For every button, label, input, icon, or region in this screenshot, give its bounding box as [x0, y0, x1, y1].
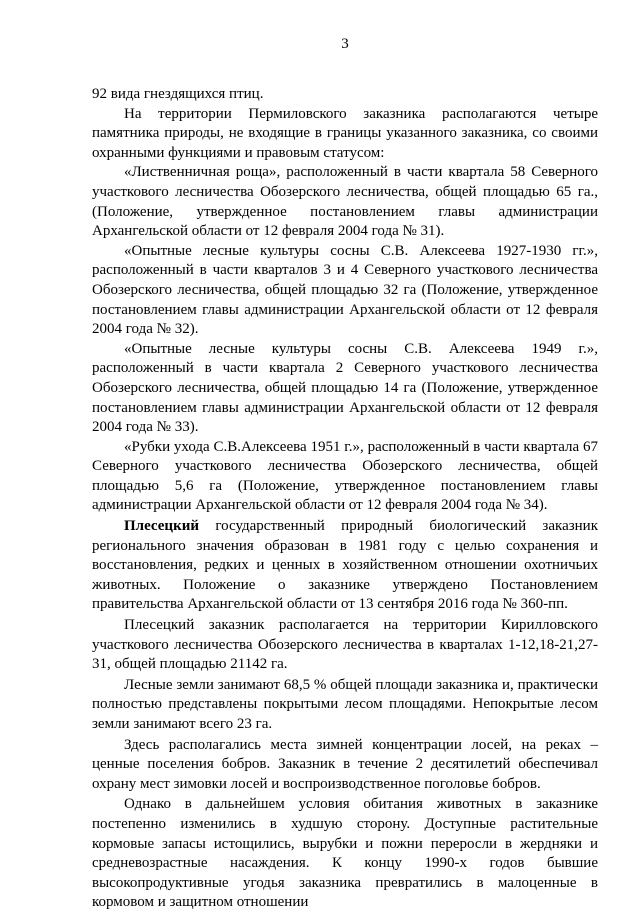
paragraph-pine-cultures-1949: «Опытные лесные культуры сосны С.В. Алексеева 1949 г.», расположенный в части квартала 2 Северного участкового лесничества Обозерского лесничества, общей площадью 14 га (Положение, утвержденное постановлением главы администрации Архангельской области от 12 февраля 2004 года № 33). — [92, 340, 598, 436]
paragraph-plesetsk-reserve-text: государственный природный биологический заказник регионального значения образован в 1981 году с целью сохранения и восстановления, редких и ценных в хозяйственном отношении охотничьих животных. Положение о заказнике утверждено Постановлением правительства Архангельской области от 13 сентября 2016 года № 360-пп. — [92, 518, 598, 613]
page-number: 3 — [341, 36, 349, 52]
paragraph-pine-cultures-1927: «Опытные лесные культуры сосны С.В. Алексеева 1927-1930 гг.», расположенный в части кварталов 3 и 4 Северного участкового лесничества Обозерского лесничества, общей площадью 32 га (Положение, утвержденное постановлением главы администрации Архангельской области от 12 февраля 2004 года № 32). — [92, 242, 598, 338]
paragraph-habitat-decline: Однако в дальнейшем условия обитания животных в заказнике постепенно изменились в худшую сторону. Доступные растительные кормовые запасы истощились, вырубки и пожни переросли в жердняки и средневозрастные насаждения. К концу 1990-х годов бывшие высокопродуктивные угодья заказника превратились в малоценные в кормовом и защитном отношении — [92, 796, 598, 911]
paragraph-thinning-1951: «Рубки ухода С.В.Алексеева 1951 г.», расположенный в части квартала 67 Северного участкового лесничества Обозерского лесничества, общей площадью 5,6 га (Положение, утвержденное постановлением главы администрации Архангельской области от 12 февраля 2004 года № 34). — [92, 438, 598, 514]
paragraph-moose-beavers: Здесь располагались места зимней концентрации лосей, на реках – ценные поселения бобров. Заказник в течение 2 десятилетий обеспечивал охрану мест зимовки лосей и воспроизводственное поголовье бобров. — [92, 736, 598, 792]
paragraph-plesetsk-location: Плесецкий заказник располагается на территории Кирилловского участкового лесничества Обозерского лесничества в кварталах 1-12,18-21,27-31, общей площадью 21142 га. — [92, 617, 598, 673]
paragraph-plesetsk-reserve — [92, 517, 598, 615]
paragraph-nature-monuments-intro: На территории Пермиловского заказника располагаются четыре памятника природы, не входящие в границы указанного заказника, со своими охранными функциями и правовым статусом: — [92, 105, 598, 161]
paragraph-forest-lands: Лесные земли занимают 68,5 % общей площади заказника и, практически полностью представлены покрытыми лесом площадями. Непокрытые лесом земли занимают всего 23 га. — [92, 676, 598, 732]
paragraph-continuation: 92 вида гнездящихся птиц. — [92, 86, 264, 102]
document-body — [92, 85, 598, 913]
paragraph-larch-grove: «Лиственничная роща», расположенный в части квартала 58 Северного участкового лесничества Обозерского лесничества, общей площадью 65 га., (Положение, утвержденное постановлением главы администрации Архангельской области от 12 февраля 2004 года № 31). — [92, 164, 598, 240]
bold-lead-term: Плесецкий — [124, 518, 199, 535]
